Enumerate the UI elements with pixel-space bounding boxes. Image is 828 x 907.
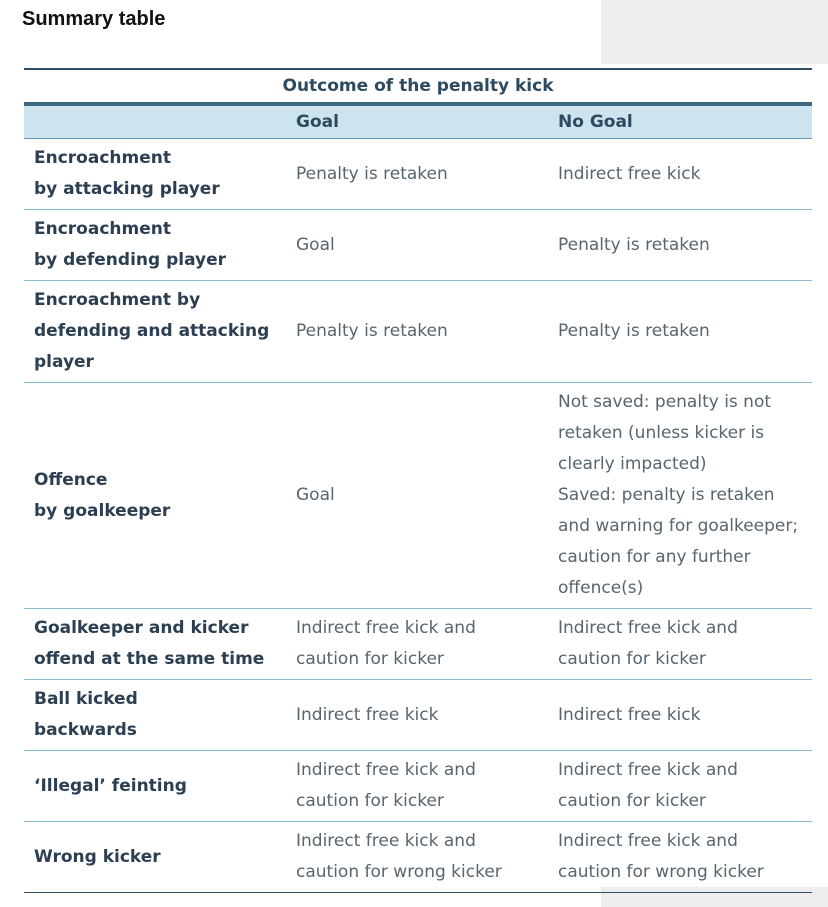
page-title: Summary table: [22, 8, 166, 30]
table-row: [24, 210, 812, 281]
table-row: [24, 609, 812, 680]
no-goal-cell: Not saved: penalty is not retaken (unless kicker is clearly impacted) Saved: penalty is retaken and warning for goalkeeper; caution for any further offence(s): [548, 383, 812, 609]
goal-cell: Indirect free kick and caution for wrong kicker: [286, 822, 548, 893]
no-goal-cell: Penalty is retaken: [548, 210, 812, 281]
table-row: [24, 680, 812, 751]
no-goal-cell: Penalty is retaken: [548, 281, 812, 383]
goal-cell: Penalty is retaken: [286, 139, 548, 210]
summary-table: [24, 68, 812, 893]
offence-cell: Ball kicked backwards: [24, 680, 286, 751]
offence-cell: Wrong kicker: [24, 822, 286, 893]
table-row: [24, 751, 812, 822]
goal-cell: Indirect free kick and caution for kicker: [286, 751, 548, 822]
offence-cell: Goalkeeper and kicker offend at the same time: [24, 609, 286, 680]
offence-cell: ‘Illegal’ feinting: [24, 751, 286, 822]
offence-cell: Encroachment by defending and attacking player: [24, 281, 286, 383]
no-goal-cell: Indirect free kick: [548, 680, 812, 751]
offence-cell: Encroachment by defending player: [24, 210, 286, 281]
offence-cell: Offence by goalkeeper: [24, 383, 286, 609]
goal-cell: Indirect free kick: [286, 680, 548, 751]
outcome-header: Outcome of the penalty kick: [24, 69, 812, 104]
goal-cell: Indirect free kick and caution for kicker: [286, 609, 548, 680]
column-header-row: [24, 104, 812, 139]
column-header-offence: [24, 104, 286, 139]
gray-panel-top: [601, 0, 828, 64]
no-goal-cell: Indirect free kick and caution for kicker: [548, 751, 812, 822]
no-goal-cell: Indirect free kick and caution for wrong kicker: [548, 822, 812, 893]
column-header-no-goal: No Goal: [548, 104, 812, 139]
goal-cell: Goal: [286, 383, 548, 609]
goal-cell: Penalty is retaken: [286, 281, 548, 383]
table-row: [24, 383, 812, 609]
table-row: [24, 139, 812, 210]
goal-cell: Goal: [286, 210, 548, 281]
table-row: [24, 281, 812, 383]
outcome-header-row: [24, 69, 812, 104]
column-header-goal: Goal: [286, 104, 548, 139]
table-row: [24, 822, 812, 893]
offence-cell: Encroachment by attacking player: [24, 139, 286, 210]
no-goal-cell: Indirect free kick: [548, 139, 812, 210]
no-goal-cell: Indirect free kick and caution for kicker: [548, 609, 812, 680]
